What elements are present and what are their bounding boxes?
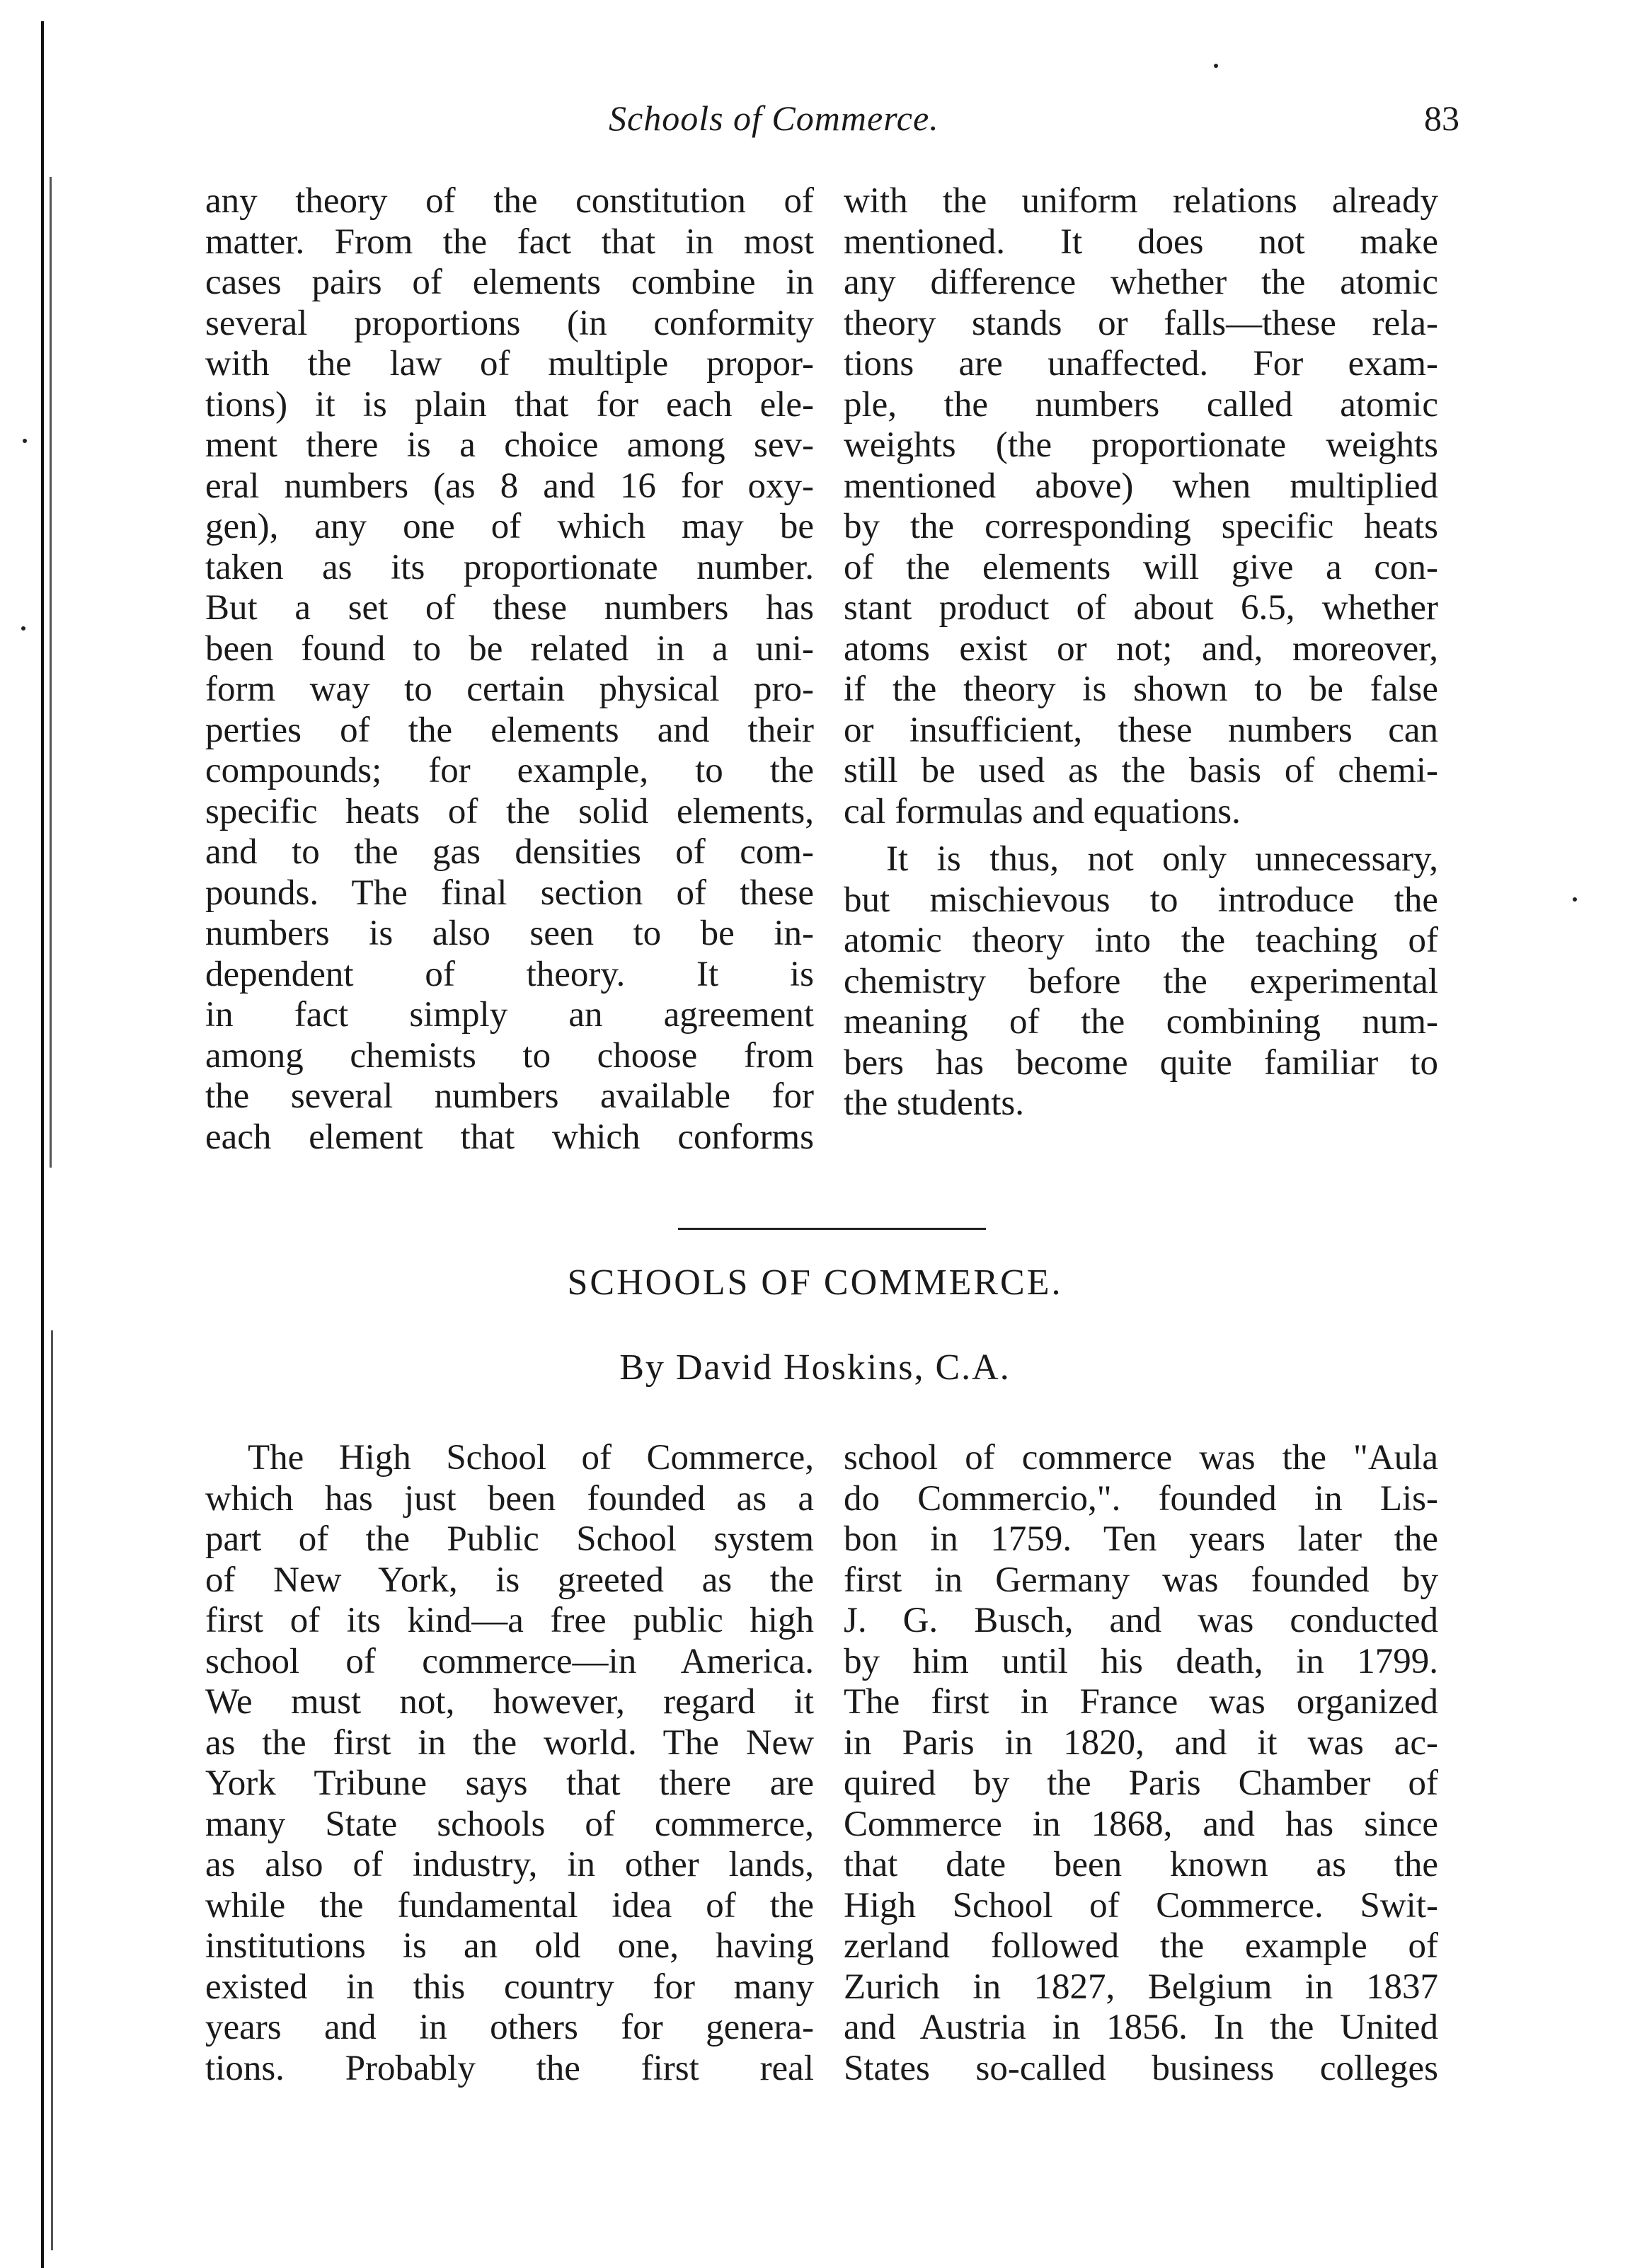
text-line: chemistry before the experimental	[844, 961, 1438, 1001]
text-line: ment there is a choice among sev-	[205, 425, 814, 465]
page-number: 83	[1424, 98, 1459, 138]
text-line: Commerce in 1868, and has since	[844, 1804, 1438, 1844]
binding-edge-line	[41, 21, 44, 2268]
paragraph	[205, 1438, 814, 2089]
text-line: cal formulas and equations.	[844, 791, 1241, 831]
text-line: pounds. The final section of these	[205, 873, 814, 913]
text-line: been found to be related in a uni-	[205, 628, 814, 669]
text-line: with the uniform relations already	[844, 181, 1438, 221]
text-line: bers has become quite familiar to	[844, 1042, 1438, 1083]
text-line: by him until his death, in 1799.	[844, 1641, 1438, 1681]
text-line: compounds; for example, to the	[205, 751, 814, 790]
paragraph	[844, 1438, 1438, 2089]
text-line: many State schools of commerce,	[205, 1804, 814, 1844]
text-line: years and in others for genera-	[205, 2008, 814, 2047]
text-line: but mischievous to introduce the	[844, 880, 1438, 920]
text-line: The first in France was organized	[844, 1682, 1438, 1722]
text-line: The High School of Commerce,	[248, 1438, 814, 1478]
article-title: SCHOOLS OF COMMERCE.	[567, 1262, 1063, 1303]
text-line: It is thus, not only unnecessary,	[886, 839, 1438, 879]
top-right-column	[844, 181, 1438, 1124]
text-line: any theory of the constitution of	[205, 181, 814, 221]
text-line: York Tribune says that there are	[205, 1763, 814, 1803]
text-line: first in Germany was founded by	[844, 1560, 1438, 1600]
text-line: form way to certain physical pro-	[205, 669, 814, 709]
text-line: bon in 1759. Ten years later the	[844, 1519, 1438, 1559]
text-line: the several numbers available for	[205, 1076, 814, 1116]
paragraph	[205, 181, 814, 1158]
running-title: Schools of Commerce.	[609, 98, 939, 138]
text-line: as also of industry, in other lands,	[205, 1845, 814, 1884]
text-line: which has just been founded as a	[205, 1478, 814, 1519]
text-line: by the corresponding specific heats	[844, 507, 1438, 546]
text-line: school of commerce was the "Aula	[844, 1438, 1438, 1478]
text-line: and Austria in 1856. In the United	[844, 2008, 1438, 2047]
text-line: weights (the proportionate weights	[844, 425, 1438, 465]
text-line: gen), any one of which may be	[205, 507, 814, 546]
article-byline: By David Hoskins, C.A.	[619, 1347, 1011, 1388]
text-line: atomic theory into the teaching of	[844, 921, 1438, 960]
text-line: the students.	[844, 1083, 1024, 1123]
text-line: in Paris in 1820, and it was ac-	[844, 1722, 1438, 1763]
text-line: J. G. Busch, and was conducted	[844, 1601, 1438, 1640]
text-line: mentioned above) when multiplied	[844, 466, 1438, 506]
text-line: atoms exist or not; and, moreover,	[844, 628, 1438, 669]
text-line: tions are unaffected. For exam-	[844, 344, 1438, 384]
scan-speck	[21, 626, 25, 631]
text-line: meaning of the combining num-	[844, 1002, 1438, 1042]
text-line: with the law of multiple propor-	[205, 344, 814, 384]
binding-edge-mark	[51, 1330, 53, 2250]
text-line: tions. Probably the first real	[205, 2048, 814, 2088]
text-line: institutions is an old one, having	[205, 1926, 814, 1966]
section-divider-rule	[678, 1228, 986, 1230]
text-line: eral numbers (as 8 and 16 for oxy-	[205, 466, 814, 506]
text-line: matter. From the fact that in most	[205, 221, 814, 262]
top-left-column	[205, 181, 814, 1158]
scan-speck	[23, 439, 27, 443]
text-line: while the fundamental idea of the	[205, 1885, 814, 1926]
text-line: and to the gas densities of com-	[205, 832, 814, 872]
text-line: school of commerce—in America.	[205, 1641, 814, 1681]
text-line: tions) it is plain that for each ele-	[205, 384, 814, 425]
text-line: existed in this country for many	[205, 1967, 814, 2007]
text-line: theory stands or falls—these rela-	[844, 303, 1438, 343]
paragraph	[844, 839, 1438, 1124]
binding-edge-mark	[50, 177, 52, 1168]
text-line: ple, the numbers called atomic	[844, 384, 1438, 425]
text-line: perties of the elements and their	[205, 710, 814, 750]
text-line: Zurich in 1827, Belgium in 1837	[844, 1967, 1438, 2007]
text-line: of the elements will give a con-	[844, 547, 1438, 587]
text-line: in fact simply an agreement	[205, 995, 814, 1035]
text-line: But a set of these numbers has	[205, 588, 814, 628]
text-line: several proportions (in conformity	[205, 303, 814, 343]
text-line: or insufficient, these numbers can	[844, 710, 1438, 750]
text-line: specific heats of the solid elements,	[205, 791, 814, 831]
text-line: any difference whether the atomic	[844, 263, 1438, 302]
text-line: quired by the Paris Chamber of	[844, 1763, 1438, 1803]
text-line: that date been known as the	[844, 1845, 1438, 1884]
text-line: each element that which conforms	[205, 1117, 814, 1157]
article-right-column	[844, 1438, 1438, 2089]
text-line: numbers is also seen to be in-	[205, 914, 814, 953]
text-line: part of the Public School system	[205, 1519, 814, 1559]
scan-speck	[1214, 64, 1218, 68]
text-line: High School of Commerce. Swit-	[844, 1885, 1438, 1926]
scan-speck	[1573, 897, 1577, 902]
text-line: among chemists to choose from	[205, 1035, 814, 1076]
text-line: dependent of theory. It is	[205, 954, 814, 994]
text-line: of New York, is greeted as the	[205, 1560, 814, 1600]
text-line: zerland followed the example of	[844, 1926, 1438, 1966]
text-line: taken as its proportionate number.	[205, 547, 814, 587]
text-line: cases pairs of elements combine in	[205, 263, 814, 302]
paragraph	[844, 181, 1438, 832]
text-line: first of its kind—a free public high	[205, 1601, 814, 1640]
text-line: stant product of about 6.5, whether	[844, 588, 1438, 628]
text-line: mentioned. It does not make	[844, 221, 1438, 262]
text-line: still be used as the basis of chemi-	[844, 751, 1438, 790]
text-line: do Commercio,". founded in Lis-	[844, 1478, 1438, 1519]
text-line: if the theory is shown to be false	[844, 669, 1438, 709]
text-line: States so-called business colleges	[844, 2048, 1438, 2088]
article-left-column	[205, 1438, 814, 2089]
text-line: We must not, however, regard it	[205, 1682, 814, 1722]
text-line: as the first in the world. The New	[205, 1722, 814, 1763]
